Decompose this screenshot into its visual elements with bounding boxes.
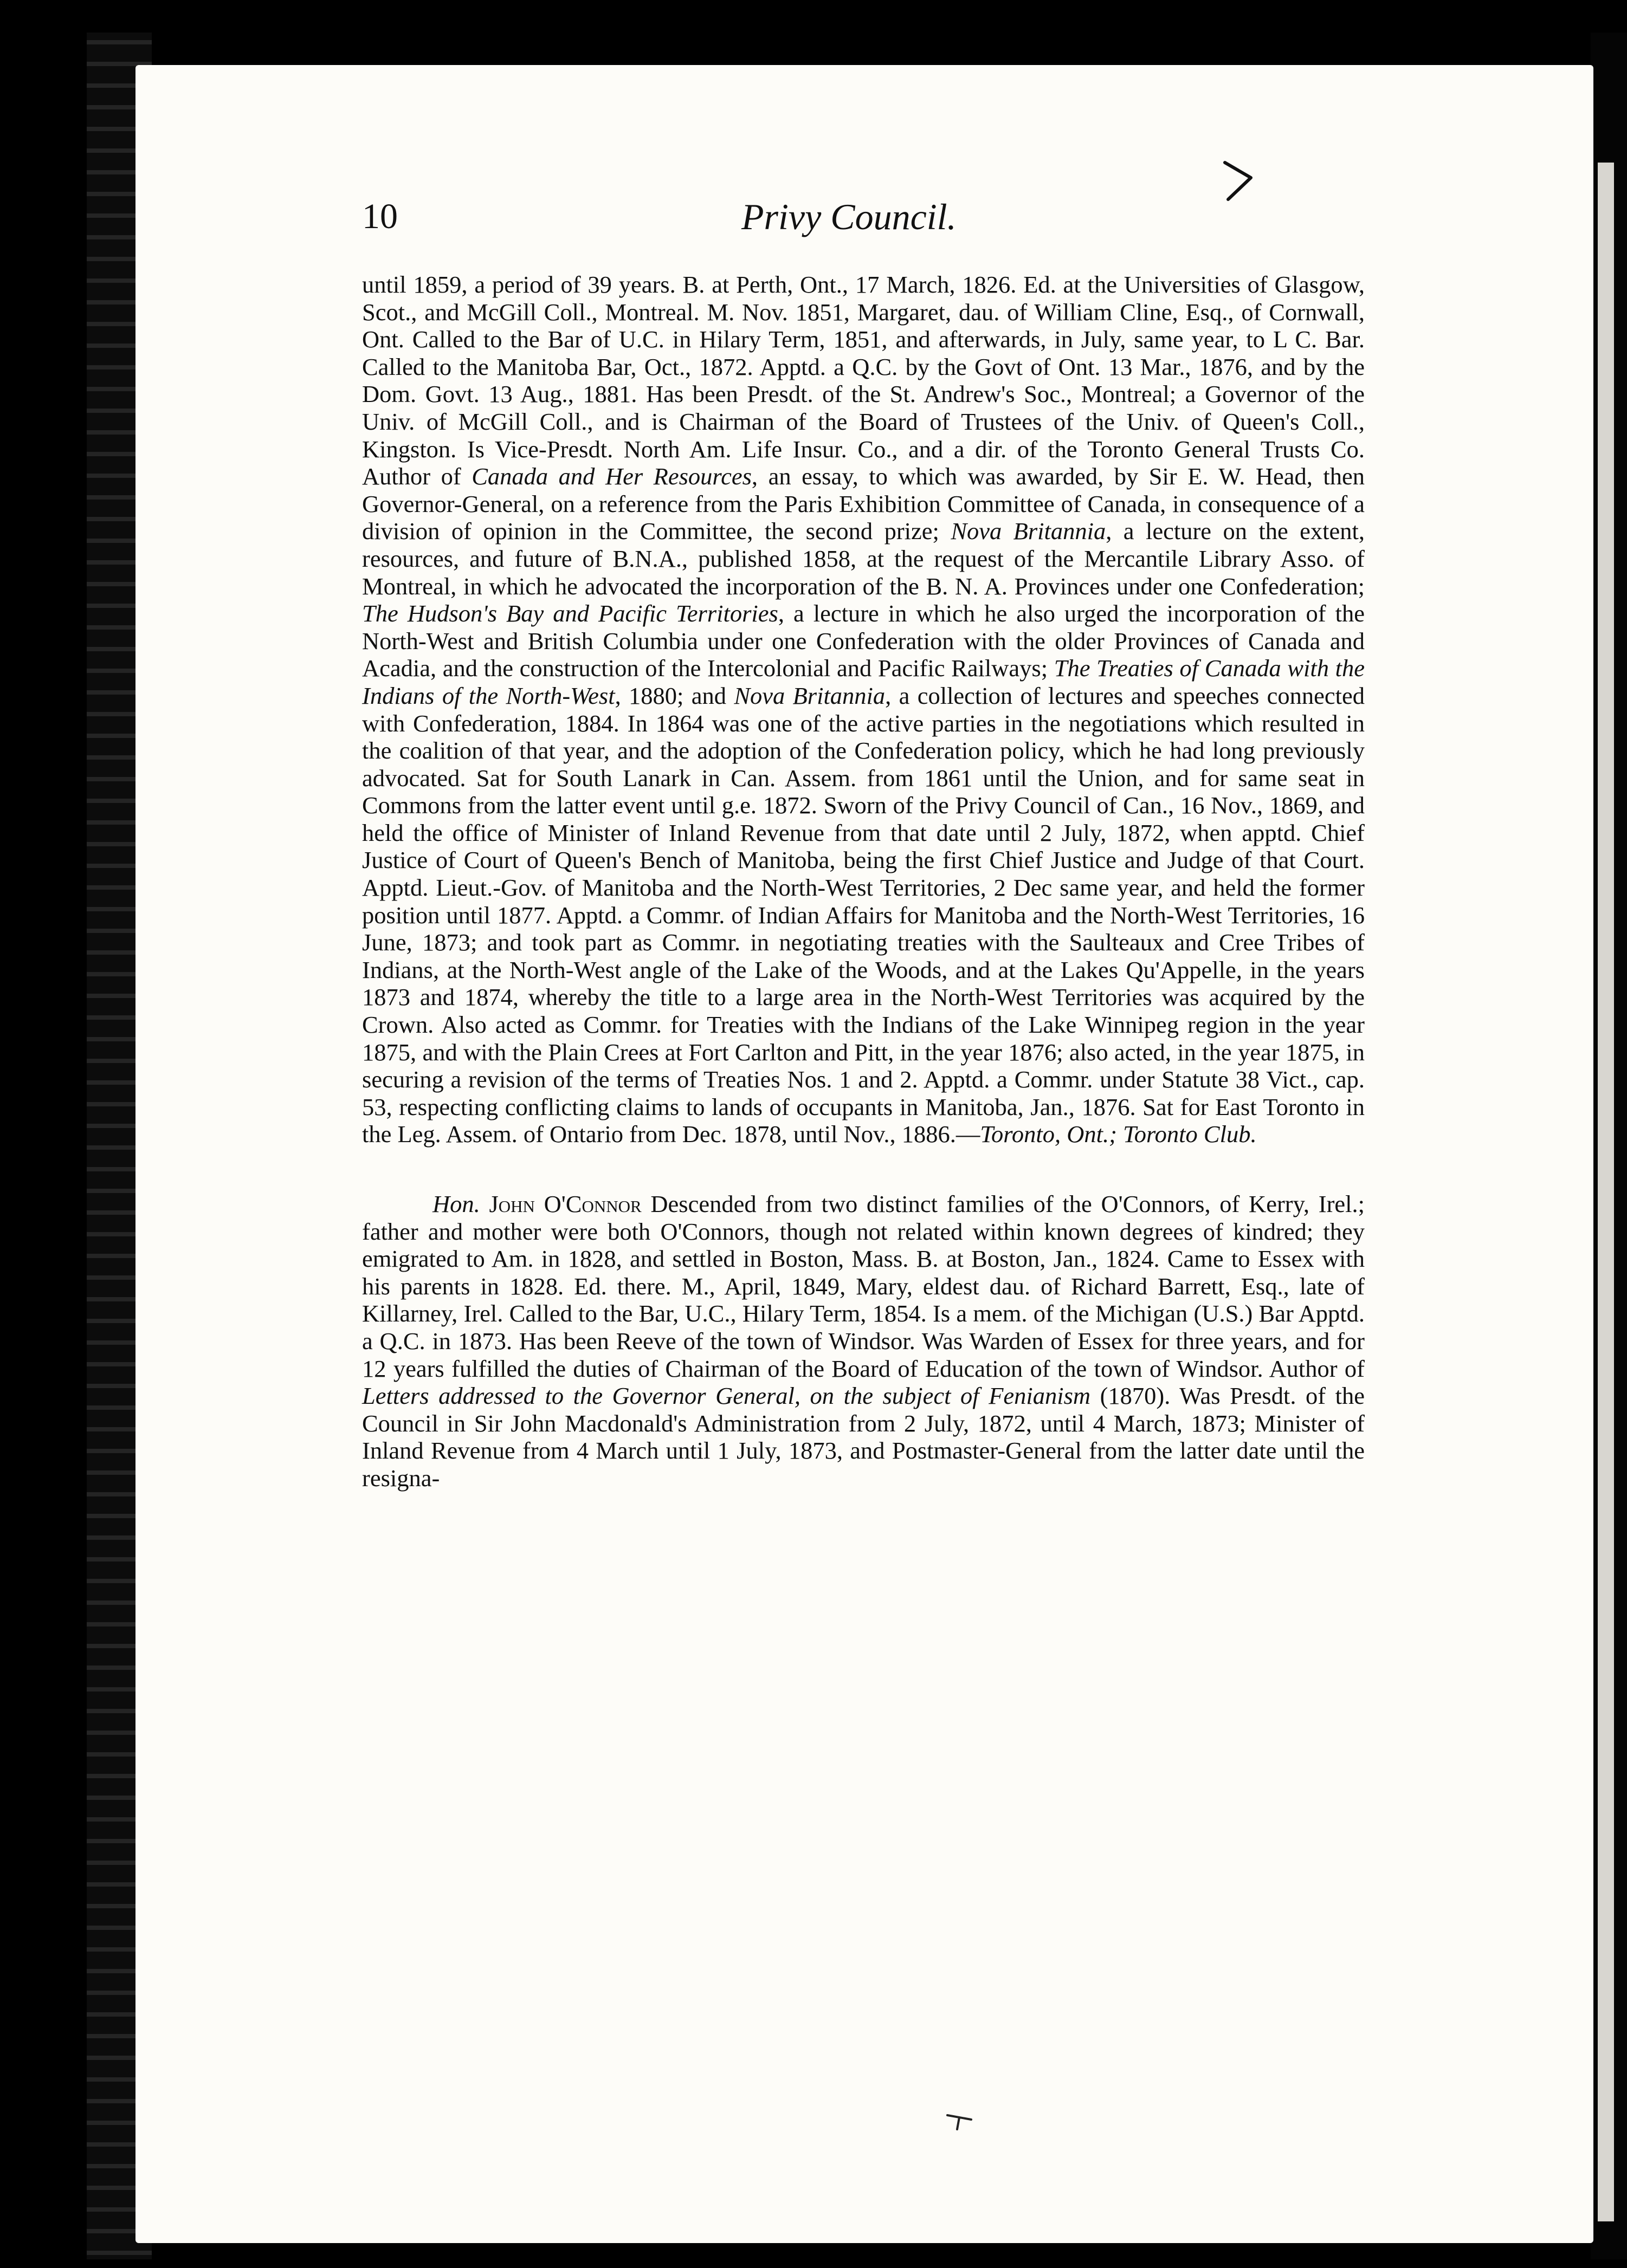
adjacent-page-strip [1598,163,1614,2221]
page-header [362,190,1338,244]
stray-mark-icon [943,2108,976,2135]
entry-paragraph-1 [362,271,1365,1148]
body-text [362,271,1365,1492]
entry-text: (1870). Was Presdt. of the Council in Sir John Macdonald's Administration from 2 July, 1872, until 4 March, 1873; Minister of Inland Revenue from 4 March until 1 July, 1873, and Postmaster-General from the latter date until the resigna- [362,1382,1365,1492]
work-title: The Hudson's Bay and Pacific Territories [362,600,778,627]
running-head: Privy Council. [741,196,957,237]
entry-text: , a collection of lectures and speeches connected with Confederation, 1884. In 1864 was one of the active parties in the negotiations which resulted in the coalition of that year, and the adoption of the Confederation policy, which he had long previously advocated. Sat for South Lanark in Can. Assem. from 1861 until the Union, and for same seat in Commons from the latter event until g.e. 1872. Sworn of the Privy Council of Can., 16 Nov., 1869, and held the office of Minister of Inland Revenue from that date until 2 July, 1872, when apptd. Chief Justice of Court of Queen's Bench of Manitoba, being the first Chief Justice and Judge of that Court. Apptd. Lieut.-Gov. of Manitoba and the North-West Territories, 2 Dec same year, and held the former position until 1877. Apptd. a Commr. of Indian Affairs for Manitoba and the North-West Territories, 16 June, 1873; and took part as Commr. in negotiating treaties with the Saulteaux and Cree Tribes of Indians, at the North-West angle of the Lake of the Woods, and at the Lakes Qu'Appelle, in the years 1873 and 1874, whereby the title to a large area in the North-West Territories was acquired by the Crown. Also acted as Commr. for Treaties with the Indians of the Lake Winnipeg region in the year 1875, and with the Plain Crees at Fort Carlton and Pitt, in the year 1876; also acted, in the year 1875, in securing a revision of the terms of Treaties Nos. 1 and 2. Apptd. a Commr. under Statute 38 Vict., cap. 53, respecting conflicting claims to lands of occupants in Manitoba, Jan., 1876. Sat for East Toronto in the Leg. Assem. of Ontario from Dec. 1878, until Nov., 1886.— [362,682,1365,1148]
entry-paragraph-2 [362,1190,1365,1492]
work-title: Nova Britannia [734,682,886,709]
work-title: The Treaties of Canada with the Indians of the North-West [362,655,1365,709]
work-title: Canada and Her Resources [472,463,752,490]
honorific: Hon. [432,1190,480,1217]
work-title: Nova Britannia [951,517,1106,545]
work-title: Letters addressed to the Governor General, on the subject of Fenianism [362,1382,1091,1410]
entry-text: , a lecture on the extent, resources, and future of B.N.A., published 1858, at the request of the Mercantile Library Asso. of Montreal, in which he advocated the incorporation of the B. N. A. Provinces under one Confederation; [362,517,1365,600]
page-number: 10 [362,197,398,236]
entry-text: Descended from two distinct families of the O'Connors, of Kerry, Irel.; father and mother were both O'Connors, though not related within known degrees of kindred; they emigrated to Am. in 1828, and settled in Boston, Mass. B. at Boston, Jan., 1824. Came to Essex with his parents in 1828. Ed. there. M., April, 1849, Mary, eldest dau. of Richard Barrett, Esq., late of Killarney, Irel. Called to the Bar, U.C., Hilary Term, 1854. Is a mem. of the Michigan (U.S.) Bar Apptd. a Q.C. in 1873. Has been Reeve of the town of Windsor. Was Warden of Essex for three years, and for 12 years fulfilled the duties of Chairman of the Board of Education of the town of Windsor. Author of [362,1190,1365,1382]
entry-text: until 1859, a period of 39 years. B. at Perth, Ont., 17 March, 1826. Ed. at the Universities of Glasgow, Scot., and McGill Coll., Montreal. M. Nov. 1851, Margaret, dau. of William Cline, Esq., of Cornwall, Ont. Called to the Bar of U.C. in Hilary Term, 1851, and afterwards, in July, same year, to L C. Bar. Called to the Manitoba Bar, Oct., 1872. Apptd. a Q.C. by the Govt of Ont. 13 Mar., 1876, and by the Dom. Govt. 13 Aug., 1881. Has been Presdt. of the St. Andrew's Soc., Montreal; a Governor of the Univ. of McGill Coll., and is Chairman of the Board of Trustees of the Univ. of Queen's Coll., Kingston. Is Vice-Presdt. North Am. Life Insur. Co., and a dir. of the Toronto General Trusts Co. Author of [362,271,1365,490]
entry-text: , 1880; and [615,682,734,709]
entry-text: , an essay, to which was awarded, by Sir E. W. Head, then Governor-General, on a reference from the Paris Exhibition Committee of Canada, in consequence of a division of opinion in the Committee, the second prize; [362,463,1365,545]
entry-text: , a lecture in which he also urged the incorporation of the North-West and British Columbia under one Confederation with the older Provinces of Canada and Acadia, and the construction of the Intercolonial and Pacific Railways; [362,600,1365,682]
person-name: John O'Connor [489,1190,642,1217]
address-line: Toronto, Ont.; Toronto Club. [980,1120,1257,1148]
